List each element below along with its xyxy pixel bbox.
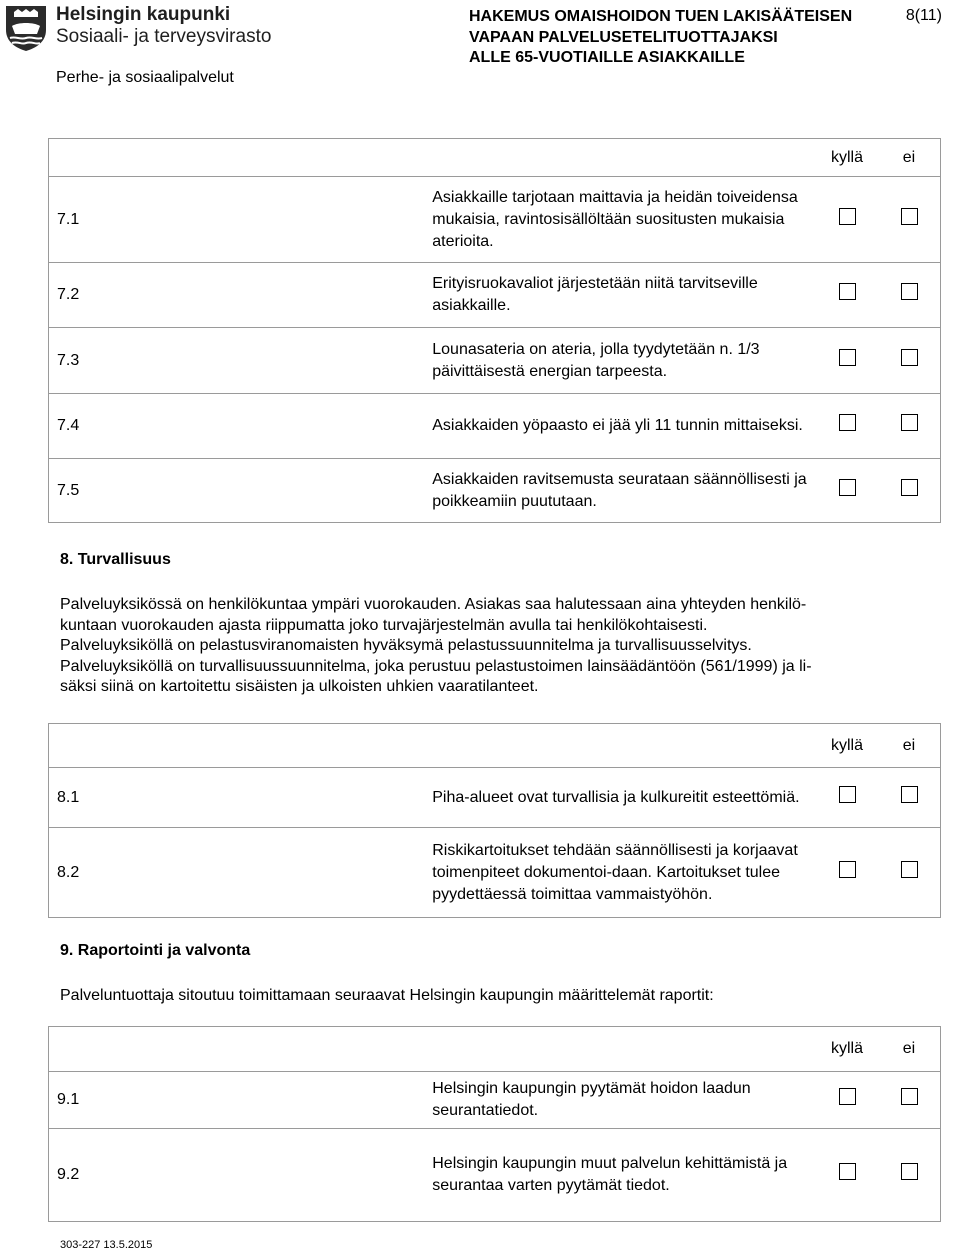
table-row — [49, 177, 941, 263]
yes-checkbox[interactable] — [839, 1088, 856, 1105]
section-title: 9. Raportointi ja valvonta — [60, 942, 251, 959]
table-header-row — [49, 139, 941, 177]
item-text: Helsingin kaupungin muut palvelun kehittämistä ja seurantaa varten pyytämät tiedot. — [432, 1129, 816, 1222]
item-text: Erityisruokavaliot järjestetään niitä tarvitseville asiakkaille. — [432, 263, 816, 328]
item-number: 7.1 — [49, 177, 433, 263]
table-row — [49, 828, 941, 918]
table-row — [49, 1129, 941, 1222]
no-column-header: ei — [878, 724, 941, 768]
item-number: 7.4 — [49, 394, 433, 459]
document-title-line: HAKEMUS OMAISHOIDON TUEN LAKISÄÄTEISEN — [469, 8, 853, 25]
yes-checkbox[interactable] — [839, 1163, 856, 1180]
item-number: 9.1 — [49, 1072, 433, 1129]
yes-checkbox[interactable] — [839, 414, 856, 431]
no-column-header: ei — [878, 139, 941, 177]
paragraph-line: Palveluyksiköllä on pelastusviranomaisten hyväksymä pelastussuunnitelma ja turvallisuusselvitys. — [60, 637, 752, 654]
organization-name: Helsingin kaupunki — [56, 4, 231, 25]
document-title-line: ALLE 65-VUOTIAILLE ASIAKKAILLE — [469, 49, 745, 66]
item-text: Helsingin kaupungin pyytämät hoidon laadun seurantatiedot. — [432, 1072, 816, 1129]
no-checkbox[interactable] — [901, 786, 918, 803]
table-row — [49, 394, 941, 459]
item-number: 7.5 — [49, 459, 433, 523]
yes-column-header: kyllä — [816, 724, 878, 768]
item-text: Lounasateria on ateria, jolla tyydytetään n. 1/3 päivittäisestä energian tarpeesta. — [432, 328, 816, 394]
no-checkbox[interactable] — [901, 861, 918, 878]
organization-unit: Sosiaali- ja terveysvirasto — [56, 26, 272, 47]
table-row — [49, 768, 941, 828]
checklist-table-9 — [48, 1026, 941, 1222]
item-number: 8.2 — [49, 828, 433, 918]
yes-checkbox[interactable] — [839, 349, 856, 366]
section-paragraph: Palveluntuottaja sitoutuu toimittamaan seuraavat Helsingin kaupungin määrittelemät raportit: — [60, 987, 714, 1004]
section-paragraph — [60, 595, 940, 698]
page-number: 8(11) — [905, 7, 942, 24]
item-text: Asiakkaiden ravitsemusta seurataan säännöllisesti ja poikkeamiin puututaan. — [432, 459, 816, 523]
table-row — [49, 328, 941, 394]
yes-checkbox[interactable] — [839, 208, 856, 225]
table-row — [49, 1072, 941, 1129]
table-header-row — [49, 724, 941, 768]
yes-checkbox[interactable] — [839, 283, 856, 300]
item-text: Piha-alueet ovat turvallisia ja kulkureitit esteettömiä. — [432, 768, 816, 828]
paragraph-line: Palveluyksiköllä on turvallisuussuunnitelma, joka perustuu pelastustoimen lainsäädäntöön (561/1999) ja li- — [60, 657, 812, 675]
paragraph-line: kuntaan vuorokauden ajasta riippumatta joko turvajärjestelmän avulla tai henkilökohtaisesti. — [60, 616, 708, 634]
item-number: 9.2 — [49, 1129, 433, 1222]
item-text: Riskikartoitukset tehdään säännöllisesti ja korjaavat toimenpiteet dokumentoi-daan. Kartoitukset tulee pyydettäessä toimittaa vammaistyöhön. — [432, 828, 816, 918]
item-number: 8.1 — [49, 768, 433, 828]
document-footer: 303-227 13.5.2015 — [60, 1239, 153, 1251]
no-checkbox[interactable] — [901, 283, 918, 300]
document-title — [469, 7, 852, 69]
table-header-row — [49, 1027, 941, 1072]
yes-checkbox[interactable] — [839, 786, 856, 803]
checklist-table-7 — [48, 138, 941, 523]
yes-checkbox[interactable] — [839, 479, 856, 496]
no-checkbox[interactable] — [901, 414, 918, 431]
table-row — [49, 459, 941, 523]
yes-column-header: kyllä — [816, 139, 878, 177]
helsinki-crest-logo — [4, 4, 48, 52]
item-number: 7.3 — [49, 328, 433, 394]
checklist-table-8 — [48, 723, 941, 918]
no-checkbox[interactable] — [901, 479, 918, 496]
item-number: 7.2 — [49, 263, 433, 328]
no-checkbox[interactable] — [901, 208, 918, 225]
department-name: Perhe- ja sosiaalipalvelut — [56, 69, 234, 86]
paragraph-line: Palveluyksikössä on henkilökuntaa ympäri vuorokauden. Asiakas saa halutessaan aina yhteyden henkilö- — [60, 596, 807, 613]
no-checkbox[interactable] — [901, 1088, 918, 1105]
section-title: 8. Turvallisuus — [60, 551, 171, 568]
table-row — [49, 263, 941, 328]
no-checkbox[interactable] — [901, 349, 918, 366]
item-text: Asiakkaiden yöpaasto ei jää yli 11 tunnin mittaiseksi. — [432, 394, 816, 459]
yes-checkbox[interactable] — [839, 861, 856, 878]
item-text: Asiakkaille tarjotaan maittavia ja heidän toiveidensa mukaisia, ravintosisällöltään suositusten mukaisia aterioita. — [432, 177, 816, 263]
yes-column-header: kyllä — [816, 1027, 878, 1072]
paragraph-line: säksi siinä on kartoitettu sisäisten ja ulkoisten uhkien vaaratilanteet. — [60, 678, 539, 695]
document-title-line: VAPAAN PALVELUSETELITUOTTAJAKSI — [469, 28, 778, 46]
no-checkbox[interactable] — [901, 1163, 918, 1180]
no-column-header: ei — [878, 1027, 941, 1072]
